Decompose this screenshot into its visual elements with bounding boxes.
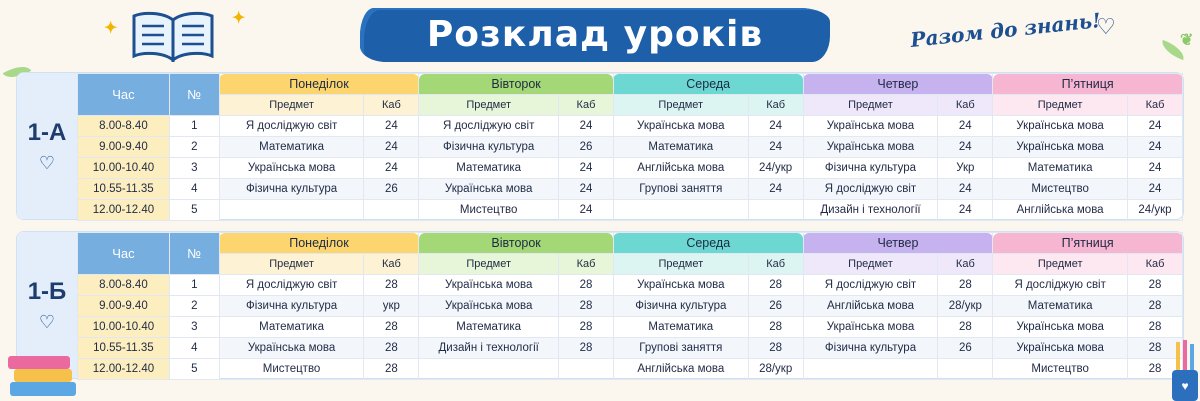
subject-cell: Українська мова bbox=[419, 179, 559, 200]
lesson-number: 2 bbox=[169, 296, 219, 317]
lesson-number: 5 bbox=[169, 359, 219, 380]
pencil-cup-icon bbox=[1170, 340, 1200, 401]
number-header: № bbox=[169, 74, 219, 116]
subject-header: Предмет bbox=[219, 254, 364, 275]
room-cell: 24 bbox=[559, 200, 614, 221]
subject-cell: Українська мова bbox=[993, 137, 1128, 158]
schedule-table bbox=[77, 232, 1183, 380]
day-header-thu: Четвер bbox=[803, 74, 993, 95]
room-cell: 24/укр bbox=[1128, 200, 1183, 221]
sparkle-icon: ✦ bbox=[104, 20, 118, 37]
room-header: Каб bbox=[938, 95, 993, 116]
table-row bbox=[78, 296, 1183, 317]
heart-icon: ♡ bbox=[38, 311, 56, 332]
subject-cell bbox=[219, 200, 364, 221]
room-header: Каб bbox=[938, 254, 993, 275]
subject-cell: Математика bbox=[419, 317, 559, 338]
room-cell: 24 bbox=[1128, 158, 1183, 179]
svg-text:♥: ♥ bbox=[1181, 379, 1189, 393]
subject-cell: Українська мова bbox=[219, 158, 364, 179]
table-row bbox=[78, 158, 1183, 179]
subject-header: Предмет bbox=[993, 95, 1128, 116]
subject-cell: Я досліджую світ bbox=[219, 116, 364, 137]
subject-cell bbox=[613, 200, 748, 221]
room-cell bbox=[559, 359, 614, 380]
lesson-time: 12.00-12.40 bbox=[78, 359, 170, 380]
room-cell: 24 bbox=[364, 116, 419, 137]
lesson-time: 10.55-11.35 bbox=[78, 179, 170, 200]
room-cell: 24 bbox=[1128, 137, 1183, 158]
table-row bbox=[78, 116, 1183, 137]
room-cell: 28 bbox=[559, 317, 614, 338]
room-cell bbox=[364, 200, 419, 221]
room-cell: 26 bbox=[364, 179, 419, 200]
heart-icon: ♡ bbox=[38, 152, 56, 173]
lesson-time: 9.00-9.40 bbox=[78, 137, 170, 158]
page-header bbox=[0, 0, 1200, 70]
page-title: Розклад уроків bbox=[426, 14, 764, 55]
room-cell: 28 bbox=[748, 275, 803, 296]
subject-cell: Англійська мова bbox=[803, 296, 938, 317]
room-cell: 28 bbox=[559, 338, 614, 359]
room-cell: укр bbox=[364, 296, 419, 317]
room-cell: 26 bbox=[748, 296, 803, 317]
table-row bbox=[78, 275, 1183, 296]
room-header: Каб bbox=[559, 254, 614, 275]
subject-cell: Мистецтво bbox=[993, 179, 1128, 200]
room-cell: 26 bbox=[559, 137, 614, 158]
class-schedule-block bbox=[16, 72, 1184, 220]
subject-header: Предмет bbox=[993, 254, 1128, 275]
subject-cell: Мистецтво bbox=[219, 359, 364, 380]
time-header: Час bbox=[78, 74, 170, 116]
day-header-fri: П’ятниця bbox=[993, 74, 1183, 95]
room-cell bbox=[938, 359, 993, 380]
day-header-thu: Четвер bbox=[803, 233, 993, 254]
subject-cell: Групові заняття bbox=[613, 179, 748, 200]
lesson-time: 10.00-10.40 bbox=[78, 158, 170, 179]
room-cell: 28 bbox=[938, 317, 993, 338]
lesson-time: 12.00-12.40 bbox=[78, 200, 170, 221]
time-header: Час bbox=[78, 233, 170, 275]
subject-cell: Українська мова bbox=[993, 317, 1128, 338]
room-cell: 28 bbox=[559, 296, 614, 317]
room-header: Каб bbox=[559, 95, 614, 116]
subject-cell: Математика bbox=[219, 317, 364, 338]
room-cell: 24 bbox=[938, 179, 993, 200]
subject-cell: Дизайн і технології bbox=[803, 200, 938, 221]
day-header-mon: Понеділок bbox=[219, 74, 419, 95]
subject-cell: Українська мова bbox=[219, 338, 364, 359]
room-cell: 28 bbox=[1128, 275, 1183, 296]
subject-cell: Я досліджую світ bbox=[219, 275, 364, 296]
room-cell: 24 bbox=[938, 200, 993, 221]
subject-cell: Я досліджую світ bbox=[803, 179, 938, 200]
subject-cell: Українська мова bbox=[419, 296, 559, 317]
room-cell: 26 bbox=[938, 338, 993, 359]
room-header: Каб bbox=[364, 254, 419, 275]
room-cell: 24/укр bbox=[748, 158, 803, 179]
room-cell: 28 bbox=[1128, 359, 1183, 380]
room-cell: 24 bbox=[559, 179, 614, 200]
room-cell: 24 bbox=[1128, 116, 1183, 137]
class-name: 1-А bbox=[27, 118, 67, 146]
subject-cell: Фізична культура bbox=[803, 338, 938, 359]
class-name: 1-Б bbox=[27, 277, 67, 305]
day-header-wed: Середа bbox=[613, 74, 803, 95]
room-cell: 24 bbox=[938, 137, 993, 158]
subject-cell: Математика bbox=[993, 158, 1128, 179]
room-cell: 28 bbox=[559, 275, 614, 296]
room-cell: 28 bbox=[1128, 296, 1183, 317]
lesson-time: 8.00-8.40 bbox=[78, 275, 170, 296]
subject-cell: Англійська мова bbox=[613, 158, 748, 179]
subject-cell: Англійська мова bbox=[613, 359, 748, 380]
subject-cell: Англійська мова bbox=[993, 200, 1128, 221]
slogan: Разом до знань! bbox=[909, 8, 1102, 52]
subject-cell: Українська мова bbox=[993, 116, 1128, 137]
room-cell: 28 bbox=[938, 275, 993, 296]
day-header-mon: Понеділок bbox=[219, 233, 419, 254]
room-cell: 28 bbox=[364, 338, 419, 359]
lesson-number: 3 bbox=[169, 317, 219, 338]
class-label bbox=[17, 73, 77, 219]
room-header: Каб bbox=[364, 95, 419, 116]
lesson-time: 10.00-10.40 bbox=[78, 317, 170, 338]
number-header: № bbox=[169, 233, 219, 275]
room-cell: 24 bbox=[559, 158, 614, 179]
lesson-number: 3 bbox=[169, 158, 219, 179]
subject-header: Предмет bbox=[419, 254, 559, 275]
lesson-number: 4 bbox=[169, 338, 219, 359]
subject-cell: Я досліджую світ bbox=[803, 275, 938, 296]
room-header: Каб bbox=[748, 254, 803, 275]
subject-cell bbox=[419, 359, 559, 380]
subject-cell: Я досліджую світ bbox=[419, 116, 559, 137]
subject-header: Предмет bbox=[613, 254, 748, 275]
lesson-number: 1 bbox=[169, 275, 219, 296]
lesson-number: 1 bbox=[169, 116, 219, 137]
subject-cell: Українська мова bbox=[613, 116, 748, 137]
subject-cell: Групові заняття bbox=[613, 338, 748, 359]
room-cell: 28/укр bbox=[748, 359, 803, 380]
room-header: Каб bbox=[748, 95, 803, 116]
subject-cell: Математика bbox=[613, 137, 748, 158]
subject-cell: Фізична культура bbox=[613, 296, 748, 317]
room-cell: 28 bbox=[364, 317, 419, 338]
day-header-fri: П’ятниця bbox=[993, 233, 1183, 254]
subject-cell: Українська мова bbox=[803, 116, 938, 137]
subject-cell: Фізична культура bbox=[419, 137, 559, 158]
room-cell: 28/укр bbox=[938, 296, 993, 317]
subject-cell: Математика bbox=[993, 296, 1128, 317]
subject-header: Предмет bbox=[803, 95, 938, 116]
room-header: Каб bbox=[1128, 95, 1183, 116]
room-cell: 24 bbox=[748, 116, 803, 137]
subject-cell: Українська мова bbox=[993, 338, 1128, 359]
class-schedule-block bbox=[16, 231, 1184, 379]
room-cell: 28 bbox=[1128, 317, 1183, 338]
subject-cell: Українська мова bbox=[419, 275, 559, 296]
room-cell: 24 bbox=[748, 179, 803, 200]
lesson-number: 5 bbox=[169, 200, 219, 221]
subject-header: Предмет bbox=[419, 95, 559, 116]
lesson-time: 10.55-11.35 bbox=[78, 338, 170, 359]
day-header-tue: Вівторок bbox=[419, 74, 614, 95]
subject-cell: Математика bbox=[613, 317, 748, 338]
table-row bbox=[78, 359, 1183, 380]
subject-cell: Математика bbox=[219, 137, 364, 158]
subject-cell bbox=[803, 359, 938, 380]
sparkle-icon: ✦ bbox=[232, 10, 246, 27]
room-cell: 24 bbox=[938, 116, 993, 137]
subject-cell: Українська мова bbox=[803, 137, 938, 158]
room-cell: 24 bbox=[559, 116, 614, 137]
subject-cell: Фізична культура bbox=[219, 179, 364, 200]
room-cell: 24 bbox=[1128, 179, 1183, 200]
open-book-icon bbox=[128, 10, 218, 62]
room-cell: 28 bbox=[1128, 338, 1183, 359]
lesson-time: 8.00-8.40 bbox=[78, 116, 170, 137]
subject-header: Предмет bbox=[803, 254, 938, 275]
room-cell: 24 bbox=[748, 137, 803, 158]
table-row bbox=[78, 137, 1183, 158]
lesson-number: 4 bbox=[169, 179, 219, 200]
day-header-wed: Середа bbox=[613, 233, 803, 254]
subject-cell: Я досліджую світ bbox=[993, 275, 1128, 296]
subject-cell: Фізична культура bbox=[219, 296, 364, 317]
room-cell: Укр bbox=[938, 158, 993, 179]
day-header-tue: Вівторок bbox=[419, 233, 614, 254]
books-stack-icon bbox=[6, 352, 80, 398]
table-row bbox=[78, 317, 1183, 338]
room-cell: 28 bbox=[748, 338, 803, 359]
subject-cell: Українська мова bbox=[613, 275, 748, 296]
room-cell: 28 bbox=[364, 359, 419, 380]
room-cell: 24 bbox=[364, 137, 419, 158]
subject-header: Предмет bbox=[219, 95, 364, 116]
room-cell: 28 bbox=[364, 275, 419, 296]
lesson-time: 9.00-9.40 bbox=[78, 296, 170, 317]
heart-icon: ♡ bbox=[1096, 14, 1116, 39]
room-cell: 28 bbox=[748, 317, 803, 338]
subject-header: Предмет bbox=[613, 95, 748, 116]
lesson-number: 2 bbox=[169, 137, 219, 158]
room-cell: 24 bbox=[364, 158, 419, 179]
subject-cell: Українська мова bbox=[803, 317, 938, 338]
table-row bbox=[78, 338, 1183, 359]
subject-cell: Математика bbox=[419, 158, 559, 179]
room-cell bbox=[748, 200, 803, 221]
schedule-table bbox=[77, 73, 1183, 221]
subject-cell: Фізична культура bbox=[803, 158, 938, 179]
room-header: Каб bbox=[1128, 254, 1183, 275]
subject-cell: Мистецтво bbox=[419, 200, 559, 221]
table-row bbox=[78, 200, 1183, 221]
table-row bbox=[78, 179, 1183, 200]
leaf-icon: ❦ bbox=[1180, 32, 1194, 49]
subject-cell: Дизайн і технології bbox=[419, 338, 559, 359]
subject-cell: Мистецтво bbox=[993, 359, 1128, 380]
